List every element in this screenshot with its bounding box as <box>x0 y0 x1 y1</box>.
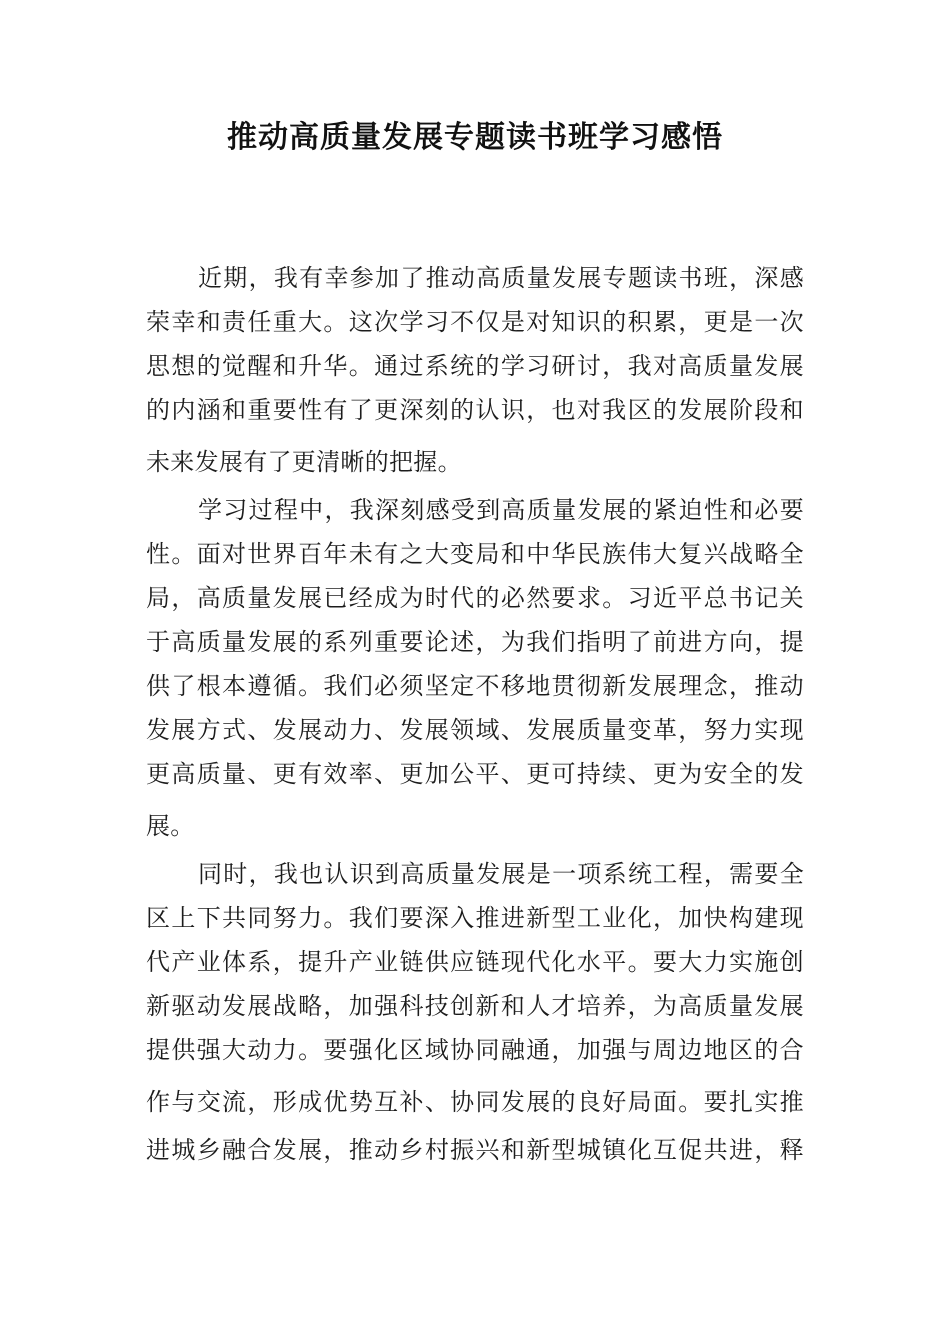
paragraph-line: 新驱动发展战略，加强科技创新和人才培养，为高质量发展 <box>146 992 804 1020</box>
paragraph-line: 性。面对世界百年未有之大变局和中华民族伟大复兴战略全 <box>146 540 804 568</box>
paragraph-line: 学习过程中，我深刻感受到高质量发展的紧迫性和必要 <box>198 496 804 524</box>
paragraph-2 <box>146 488 804 852</box>
paragraph-line: 思想的觉醒和升华。通过系统的学习研讨，我对高质量发展 <box>146 352 804 380</box>
paragraph-line: 未来发展有了更清晰的把握。 <box>146 448 462 476</box>
paragraph-1 <box>146 256 804 488</box>
paragraph-line: 作与交流，形成优势互补、协同发展的良好局面。要扎实推 <box>146 1088 804 1116</box>
paragraph-line: 荣幸和责任重大。这次学习不仅是对知识的积累，更是一次 <box>146 308 804 336</box>
paragraph-line: 发展方式、发展动力、发展领域、发展质量变革，努力实现 <box>146 716 804 744</box>
paragraph-3 <box>146 852 804 1172</box>
paragraph-line: 的内涵和重要性有了更深刻的认识，也对我区的发展阶段和 <box>146 396 804 424</box>
paragraph-line: 同时，我也认识到高质量发展是一项系统工程，需要全 <box>198 860 804 888</box>
paragraph-line: 于高质量发展的系列重要论述，为我们指明了前进方向，提 <box>146 628 804 656</box>
paragraph-line: 局，高质量发展已经成为时代的必然要求。习近平总书记关 <box>146 584 804 612</box>
paragraph-line: 提供强大动力。要强化区域协同融通，加强与周边地区的合 <box>146 1036 804 1064</box>
paragraph-line: 近期，我有幸参加了推动高质量发展专题读书班，深感 <box>198 264 804 292</box>
paragraph-line: 区上下共同努力。我们要深入推进新型工业化，加快构建现 <box>146 904 804 932</box>
document-title: 推动高质量发展专题读书班学习感悟 <box>227 120 723 155</box>
paragraph-line: 供了根本遵循。我们必须坚定不移地贯彻新发展理念，推动 <box>146 672 804 700</box>
paragraph-line: 进城乡融合发展，推动乡村振兴和新型城镇化互促共进，释 <box>146 1136 804 1164</box>
paragraph-line: 展。 <box>146 812 195 840</box>
document-body <box>146 256 804 1172</box>
paragraph-line: 更高质量、更有效率、更加公平、更可持续、更为安全的发 <box>146 760 804 788</box>
paragraph-line: 代产业体系，提升产业链供应链现代化水平。要大力实施创 <box>146 948 804 976</box>
